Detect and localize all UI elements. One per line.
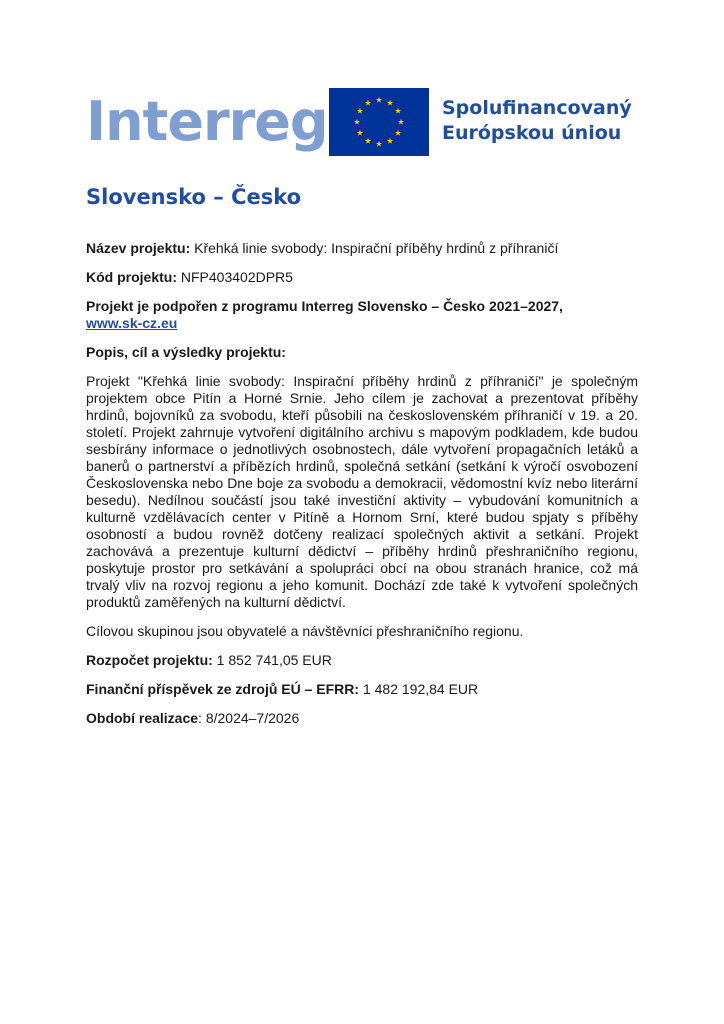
eu-contribution-label: Finanční příspěvek ze zdrojů EÚ – EFRR: <box>86 681 360 697</box>
project-code-value: NFP403402DPR5 <box>180 269 293 285</box>
eu-stars <box>329 88 429 156</box>
eu-line-2: Európskou úniou <box>442 122 622 144</box>
description-heading-text: Popis, cíl a výsledky projektu: <box>86 344 286 360</box>
eu-contribution-value: 1 482 192,84 EUR <box>362 681 479 697</box>
eu-line-1: Spolufinancovaný <box>442 97 632 119</box>
eu-cofinancing-text <box>442 96 632 146</box>
project-name-value: Křehká linie svobody: Inspirační příběhy hrdinů z příhraničí <box>194 240 559 256</box>
eu-contribution <box>86 681 638 698</box>
program-support <box>86 298 638 332</box>
project-code <box>86 269 638 286</box>
eu-star-icon <box>354 119 360 125</box>
logo-row <box>86 88 646 160</box>
program-support-text: Projekt je podpořen z programu Interreg Slovensko – Česko 2021–2027, <box>86 298 563 314</box>
project-code-label: Kód projektu: <box>86 269 177 285</box>
eu-star-icon <box>387 100 393 106</box>
region-title: Slovensko – Česko <box>86 185 302 209</box>
eu-star-icon <box>376 97 382 103</box>
eu-star-icon <box>398 119 404 125</box>
eu-star-icon <box>395 130 401 136</box>
interreg-logo: Interreg <box>86 90 328 153</box>
period-label: Období realizace <box>86 710 199 726</box>
eu-star-icon <box>357 130 363 136</box>
period-value: : 8/2024–7/2026 <box>198 710 300 726</box>
project-name <box>86 240 638 257</box>
eu-star-icon <box>387 138 393 144</box>
eu-star-icon <box>357 108 363 114</box>
implementation-period <box>86 710 638 727</box>
eu-star-icon <box>365 100 371 106</box>
budget-value: 1 852 741,05 EUR <box>216 652 332 668</box>
description-text: Projekt "Křehká linie svobody: Inspirační příběhy hrdinů z příhraničí" je společným projektem obce Pitín a Horné Srnie. Jeho cílem je zachovat a prezentovat příběhy hrdinů, bojovníků za svobodu, kteří působili na československém příhraničí v 19. a 20. století. Projekt zahrnuje vytvoření digitálního archivu s mapovým podkladem, kde budou sesbírány informace o jednotlivých osobnostech, dále vytvoření propagačních letáků a banerů o partnerství a příbězích hrdinů, společná setkání (setkání k výročí osvobození Československa nebo Dne boje za svobodu a demokracii, vědomostní kvíz nebo literární besedu). Nedílnou součástí jsou také investiční aktivity – vybudování komunitních a kulturně vzdělávacích center v Pitíně a Hornom Srní, které budou spjaty s příběhy osobností a budou rovněž dotčeny realizací společných aktivit a setkání. Projekt zachovává a prezentuje kulturní dědictví – příběhy hrdinů přeshraničního regionu, poskytuje prostor pro setkávání a spolupráci obcí na obou stranách hranice, což má trvalý vliv na rozvoj regionu a jeho komunit. Dochází zde také k vytvoření společných produktů zaměřených na kulturní dědictví. <box>86 373 638 610</box>
eu-flag-icon <box>329 88 429 156</box>
eu-star-icon <box>365 138 371 144</box>
target-group: Cílovou skupinou jsou obyvatelé a návštěvníci přeshraničního regionu. <box>86 623 524 639</box>
budget-label: Rozpočet projektu: <box>86 652 213 668</box>
eu-star-icon <box>376 141 382 147</box>
project-budget <box>86 652 638 669</box>
program-website-link[interactable]: www.sk-cz.eu <box>86 315 178 331</box>
eu-star-icon <box>395 108 401 114</box>
project-info <box>86 240 638 739</box>
description-heading <box>86 344 638 361</box>
project-name-label: Název projektu: <box>86 240 191 256</box>
